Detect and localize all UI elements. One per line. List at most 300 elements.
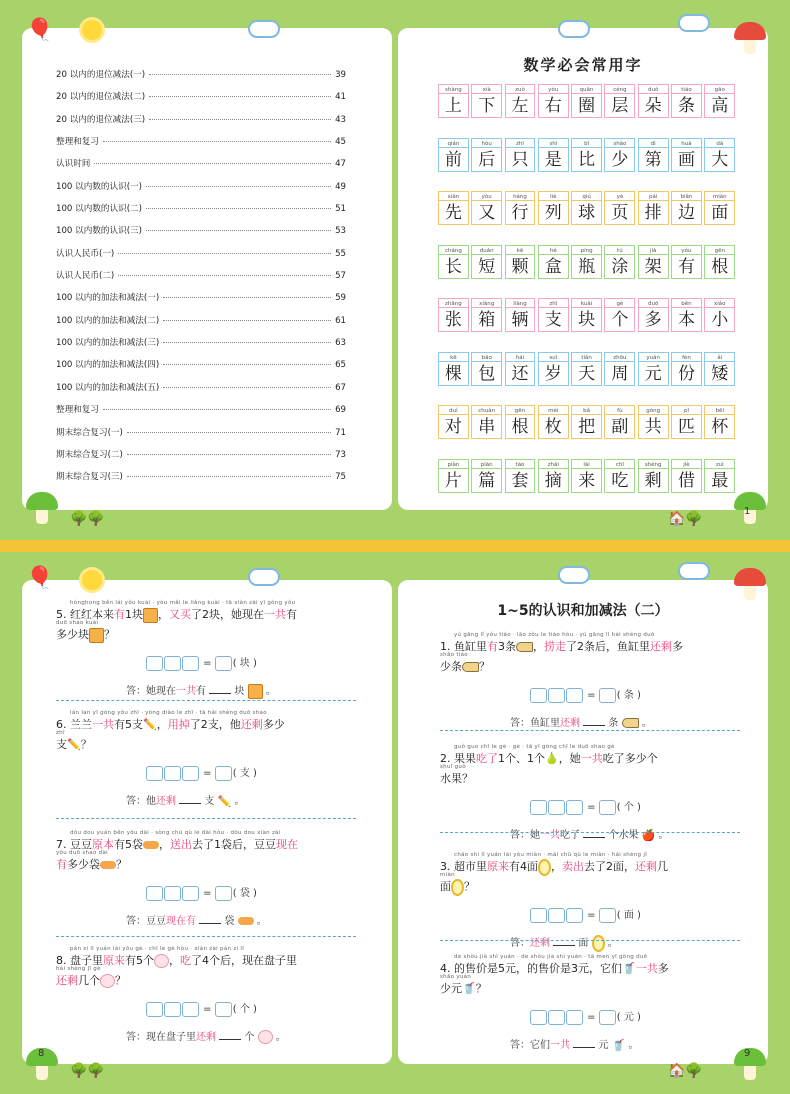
- toc-dots: [127, 476, 331, 477]
- character-cell: [438, 459, 469, 513]
- answer-blank[interactable]: [179, 793, 201, 804]
- answer-line: [126, 682, 276, 699]
- problem-number: 6.: [56, 718, 67, 731]
- character-cell: [638, 298, 669, 352]
- problem-number: 1.: [440, 640, 451, 653]
- toc-entry[interactable]: [56, 470, 346, 492]
- toc-entry[interactable]: [56, 247, 346, 269]
- toc-entry[interactable]: [56, 336, 346, 358]
- character-pinyin: hái: [505, 352, 536, 362]
- answer-box[interactable]: [599, 688, 616, 703]
- toc-entry-page: 61: [335, 315, 346, 326]
- character-pinyin: pǐ: [671, 405, 702, 415]
- character-cell: [638, 245, 669, 299]
- candy-icon: [100, 861, 116, 869]
- problem-text: 了2条后，鱼缸里: [566, 640, 650, 653]
- candy-icon: [238, 917, 254, 925]
- pinyin-line: zhī: [56, 730, 65, 736]
- character-row: [438, 459, 736, 513]
- equation-boxes: = ( 个 ): [530, 798, 641, 815]
- character-cell: [638, 352, 669, 406]
- problem-text: 去了2面，: [584, 860, 635, 873]
- character-cell: [571, 405, 602, 459]
- character-cell: [438, 298, 469, 352]
- word-problem: [440, 954, 740, 998]
- toc-entry-title: 认识人民币(二): [56, 271, 115, 282]
- keyword-text: 一共: [550, 1040, 570, 1051]
- character-cell: [671, 245, 702, 299]
- answer-blank[interactable]: [573, 1037, 595, 1048]
- character-pinyin: miàn: [704, 191, 735, 201]
- answer-box[interactable]: [530, 908, 547, 923]
- answer-line: [510, 714, 652, 729]
- character-cell: [704, 459, 735, 513]
- problem-text: 面: [440, 880, 451, 893]
- toc-dots: [163, 297, 331, 298]
- pencil-icon: ✏️: [143, 718, 157, 731]
- answer-box[interactable]: [146, 886, 163, 901]
- character-hanzi: 最: [704, 469, 735, 493]
- problem-text: 答：他: [126, 796, 156, 807]
- problem-line: [56, 946, 356, 970]
- problem-text: 。: [641, 718, 652, 729]
- mushroom-icon: [734, 568, 766, 600]
- house-icon: 🏠🌳: [668, 511, 703, 527]
- character-hanzi: 画: [671, 148, 702, 172]
- page-number: 8: [38, 1048, 45, 1059]
- answer-box[interactable]: [215, 886, 232, 901]
- problem-text: 1个: [498, 752, 516, 765]
- answer-box[interactable]: [215, 766, 232, 781]
- answer-box[interactable]: [182, 1002, 199, 1017]
- character-pinyin: duì: [438, 405, 469, 415]
- toc-dots: [149, 74, 331, 75]
- character-pinyin: xiān: [438, 191, 469, 201]
- toc-entry-page: 57: [335, 271, 346, 282]
- answer-box[interactable]: [599, 800, 616, 815]
- pinyin-line: lán lan yī gòng yǒu zhī · yòng diào le zhī · tā hái shèng duō shao: [70, 710, 267, 716]
- character-cell: [704, 84, 735, 138]
- character-hanzi: 套: [505, 469, 536, 493]
- character-cell: [604, 405, 635, 459]
- problem-number: 2.: [440, 752, 451, 765]
- answer-box[interactable]: [548, 688, 565, 703]
- character-pinyin: dà: [704, 138, 735, 148]
- pinyin-line: pán zi lǐ yuán lái yǒu gè · chī le gè hòu · xiàn zài pán zi lǐ: [70, 946, 245, 952]
- character-pinyin: zhāi: [538, 459, 569, 469]
- character-cell: [505, 298, 536, 352]
- toc-entry-page: 39: [335, 70, 346, 80]
- character-hanzi: 朵: [638, 94, 669, 118]
- problem-text: 面: [578, 938, 589, 949]
- character-hanzi: 列: [538, 201, 569, 225]
- problem-text: 答：她现在: [126, 686, 176, 697]
- answer-box[interactable]: [164, 766, 181, 781]
- character-hanzi: 匹: [671, 415, 702, 439]
- character-cell: [704, 352, 735, 406]
- answer-box[interactable]: [566, 908, 583, 923]
- toc-dots: [149, 96, 331, 97]
- character-cell: [704, 298, 735, 352]
- keyword-text: 原本: [92, 838, 114, 851]
- character-pinyin: yè: [604, 191, 635, 201]
- character-cell: [671, 138, 702, 192]
- answer-box[interactable]: [530, 800, 547, 815]
- character-hanzi: 份: [671, 362, 702, 386]
- character-pinyin: fèn: [671, 352, 702, 362]
- pencil-icon: ✏️: [217, 794, 232, 808]
- problem-text: 答：它们: [510, 1040, 550, 1051]
- keyword-text: 有: [56, 858, 67, 871]
- character-cell: [671, 459, 702, 513]
- toc-dots: [146, 208, 331, 209]
- word-problem: [56, 600, 356, 644]
- toc-dots: [163, 387, 331, 388]
- character-pinyin: liàng: [505, 298, 536, 308]
- house-icon: 🏠🌳: [668, 1063, 703, 1079]
- toc-entry[interactable]: [56, 426, 346, 448]
- answer-box[interactable]: [530, 1010, 547, 1025]
- peach-icon: [154, 954, 169, 968]
- keyword-text: 用掉: [167, 718, 190, 731]
- toc-dots: [163, 364, 331, 365]
- character-pinyin: běn: [671, 298, 702, 308]
- character-pinyin: bǐ: [571, 138, 602, 148]
- character-hanzi: 有: [671, 255, 702, 279]
- answer-box[interactable]: [548, 800, 565, 815]
- character-row: [438, 352, 736, 406]
- toc-entry-page: 73: [335, 449, 346, 460]
- answer-box[interactable]: [566, 800, 583, 815]
- character-hanzi: 球: [571, 201, 602, 225]
- problem-line: [56, 600, 356, 624]
- character-hanzi: 下: [471, 94, 502, 118]
- peach-icon: [100, 974, 115, 988]
- problem-text: 有5个: [125, 954, 154, 967]
- pinyin-line: de shòu jià shì yuán · de shòu jià shì yuán · tā men yī gòng duō: [454, 954, 648, 960]
- answer-blank[interactable]: [583, 715, 605, 726]
- character-pinyin: zhāng: [438, 298, 469, 308]
- character-pinyin: gēn: [505, 405, 536, 415]
- character-cell: [571, 138, 602, 192]
- character-hanzi: 高: [704, 94, 735, 118]
- character-pinyin: xiāng: [471, 298, 502, 308]
- character-cell: [471, 245, 502, 299]
- keyword-text: 还剩: [156, 796, 176, 807]
- toc-entry[interactable]: [56, 157, 346, 179]
- character-hanzi: 左: [505, 94, 536, 118]
- problem-text: 。: [628, 1040, 639, 1051]
- character-hanzi: 多: [638, 308, 669, 332]
- character-row: [438, 298, 736, 352]
- answer-line: [126, 792, 244, 808]
- problem-number: 5.: [56, 608, 67, 621]
- toc-entry[interactable]: [56, 314, 346, 336]
- problem-text: 有: [196, 686, 206, 697]
- answer-box[interactable]: [164, 886, 181, 901]
- toc-entry-title: 100 以内的加法和减法(四): [56, 360, 160, 371]
- pinyin-line: guǒ guo chī le gè · gè · tā yī gòng chī le duō shao gè: [454, 744, 615, 750]
- character-cell: [571, 191, 602, 245]
- character-hanzi: 元: [638, 362, 669, 386]
- character-hanzi: 涂: [604, 255, 635, 279]
- answer-box[interactable]: [548, 1010, 565, 1025]
- character-cell: [571, 245, 602, 299]
- character-hanzi: 颗: [505, 255, 536, 279]
- problem-text: 答：豆豆: [126, 916, 166, 927]
- pinyin-line: dòu dou yuán běn yǒu dài · sòng chū qù le dài hòu · dòu dou xiàn zài: [70, 830, 281, 836]
- problem-text: ？: [80, 738, 92, 751]
- character-pinyin: quān: [571, 84, 602, 94]
- unit-label: ( 元 ): [616, 1012, 641, 1023]
- characters-title: 数学必会常用字: [523, 56, 643, 74]
- toc-dots: [146, 230, 331, 231]
- toc-entry[interactable]: [56, 90, 346, 112]
- toc-entry-title: 100 以内数的认识(一): [56, 181, 142, 192]
- problem-text: 。: [275, 1032, 286, 1043]
- character-hanzi: 上: [438, 94, 469, 118]
- answer-box[interactable]: [530, 688, 547, 703]
- problem-text: 多少块: [56, 628, 89, 641]
- section-divider: [56, 936, 356, 937]
- character-cell: [638, 84, 669, 138]
- character-hanzi: 副: [604, 415, 635, 439]
- problem-text: 1块: [125, 608, 143, 621]
- answer-blank[interactable]: [219, 1029, 241, 1040]
- toc-entry[interactable]: [56, 68, 346, 90]
- problem-text: 去了1袋后，豆豆: [192, 838, 276, 851]
- character-pinyin: yòu: [471, 191, 502, 201]
- problem-number: 4.: [440, 962, 451, 975]
- character-cell: [604, 352, 635, 406]
- toc-entry-page: 47: [335, 159, 346, 170]
- pinyin-line: chāo shì lǐ yuán lái yǒu miàn · mài chū qù le miàn · hái shèng jǐ: [454, 852, 648, 858]
- problem-text: 果果: [454, 752, 476, 765]
- character-cell: [505, 405, 536, 459]
- answer-box[interactable]: [182, 766, 199, 781]
- toc-dots: [146, 186, 331, 187]
- keyword-text: 卖出: [562, 860, 584, 873]
- equation-boxes: = ( 元 ): [530, 1008, 641, 1025]
- answer-blank[interactable]: [199, 913, 221, 924]
- section-divider: [56, 818, 356, 819]
- character-cell: [505, 84, 536, 138]
- problem-text: 。: [256, 916, 267, 927]
- balloon-icon: 🎈: [26, 18, 54, 43]
- character-hanzi: 条: [671, 94, 702, 118]
- answer-box[interactable]: [566, 688, 583, 703]
- problem-text: 。: [658, 830, 669, 841]
- answer-box[interactable]: [215, 1002, 232, 1017]
- page-number: 9: [744, 1048, 751, 1059]
- toc-entry[interactable]: [56, 291, 346, 313]
- answer-box[interactable]: [566, 1010, 583, 1025]
- character-pinyin: xiǎo: [704, 298, 735, 308]
- problem-text: 吃了多少个: [602, 752, 658, 765]
- toc-entry[interactable]: [56, 180, 346, 202]
- problem-line: [440, 764, 740, 788]
- problem-text: 个水果: [608, 830, 639, 841]
- character-pinyin: fù: [604, 405, 635, 415]
- character-pinyin: jià: [638, 245, 669, 255]
- toc-entry-title: 整理和复习: [56, 405, 99, 416]
- answer-box[interactable]: [146, 1002, 163, 1017]
- answer-box[interactable]: [164, 656, 181, 671]
- biscuit-icon: [143, 608, 158, 623]
- toc-entry[interactable]: [56, 269, 346, 291]
- character-cell: [604, 138, 635, 192]
- toc-entry[interactable]: [56, 381, 346, 403]
- cup-icon: 🥤: [611, 1038, 626, 1052]
- character-hanzi: 后: [471, 148, 502, 172]
- character-pinyin: hòu: [471, 138, 502, 148]
- toc-entry-title: 100 以内的加法和减法(一): [56, 293, 160, 304]
- toc-dots: [103, 409, 331, 410]
- toc-entry-title: 100 以内的加法和减法(二): [56, 315, 160, 326]
- cloud-icon: [250, 570, 278, 584]
- character-hanzi: 比: [571, 148, 602, 172]
- table-of-contents: [56, 68, 346, 493]
- toc-entry-page: 51: [335, 204, 346, 215]
- character-hanzi: 片: [438, 469, 469, 493]
- toc-entry[interactable]: [56, 448, 346, 470]
- character-hanzi: 小: [704, 308, 735, 332]
- character-pinyin: liè: [538, 191, 569, 201]
- character-cell: [671, 191, 702, 245]
- problem-line: [440, 872, 740, 896]
- answer-box[interactable]: [599, 908, 616, 923]
- answer-blank[interactable]: [209, 683, 231, 694]
- problem-text: 少条: [440, 660, 462, 673]
- character-hanzi: 张: [438, 308, 469, 332]
- equation-boxes: = ( 条 ): [530, 686, 641, 703]
- problem-text: 支: [56, 738, 67, 751]
- problem-text: ？: [104, 628, 115, 641]
- toc-dots: [118, 253, 331, 254]
- pinyin-line: shuǐ guǒ: [440, 764, 466, 770]
- problem-text: 、1个: [516, 752, 545, 765]
- answer-box[interactable]: [146, 656, 163, 671]
- keyword-text: 还剩: [635, 860, 657, 873]
- word-problem: [440, 744, 740, 788]
- problem-line: [440, 652, 740, 676]
- problem-line: [440, 632, 740, 656]
- keyword-text: 还剩: [196, 1032, 216, 1043]
- mirror-icon: [592, 935, 605, 952]
- character-hanzi: 架: [638, 255, 669, 279]
- character-hanzi: 大: [704, 148, 735, 172]
- keyword-text: 一共: [635, 962, 658, 975]
- toc-entry[interactable]: [56, 202, 346, 224]
- toc-entry[interactable]: [56, 403, 346, 425]
- problem-line: [440, 954, 740, 978]
- keyword-text: 还剩: [56, 974, 78, 987]
- character-cell: [604, 84, 635, 138]
- problem-text: 有: [286, 608, 297, 621]
- problem-text: 兰兰: [70, 718, 92, 731]
- answer-box[interactable]: [146, 766, 163, 781]
- answer-box[interactable]: [164, 1002, 181, 1017]
- character-cell: [471, 459, 502, 513]
- toc-entry[interactable]: [56, 113, 346, 135]
- problem-text: ？: [464, 880, 475, 893]
- keyword-text: 一共: [92, 718, 114, 731]
- answer-box[interactable]: [182, 656, 199, 671]
- character-hanzi: 天: [571, 362, 602, 386]
- problem-text: ，: [169, 954, 180, 967]
- character-pinyin: qiú: [571, 191, 602, 201]
- biscuit-icon: [89, 628, 104, 643]
- character-hanzi: 少: [604, 148, 635, 172]
- character-cell: [604, 191, 635, 245]
- character-pinyin: zuǒ: [505, 84, 536, 94]
- character-grid: [438, 84, 736, 512]
- character-cell: [571, 459, 602, 513]
- answer-box[interactable]: [182, 886, 199, 901]
- character-hanzi: 支: [538, 308, 569, 332]
- character-cell: [438, 138, 469, 192]
- sun-icon: [82, 20, 102, 40]
- problem-text: ？: [475, 982, 487, 995]
- answer-box[interactable]: [215, 656, 232, 671]
- character-hanzi: 本: [671, 308, 702, 332]
- cloud-icon: [680, 564, 708, 578]
- toc-dots: [127, 454, 331, 455]
- word-problem: [440, 852, 740, 896]
- tree-icon: 🌳🌳: [70, 511, 105, 527]
- character-pinyin: duǎn: [471, 245, 502, 255]
- problem-text: 少元: [440, 982, 462, 995]
- problem-text: 了2支，他: [189, 718, 241, 731]
- problem-text: 了2块，她现在: [191, 608, 264, 621]
- character-pinyin: cháng: [438, 245, 469, 255]
- character-cell: [704, 138, 735, 192]
- problem-line: [56, 850, 356, 874]
- character-cell: [638, 459, 669, 513]
- toc-entry-title: 100 以内的加法和减法(三): [56, 338, 160, 349]
- answer-box[interactable]: [599, 1010, 616, 1025]
- answer-box[interactable]: [548, 908, 565, 923]
- problem-text: ，她: [558, 752, 581, 765]
- problem-text: ，: [158, 608, 169, 621]
- character-pinyin: zuì: [704, 459, 735, 469]
- character-pinyin: yǒu: [671, 245, 702, 255]
- toc-dots: [127, 432, 331, 433]
- character-hanzi: 辆: [505, 308, 536, 332]
- character-cell: [571, 84, 602, 138]
- keyword-text: 有: [487, 640, 498, 653]
- keyword-text: 还剩: [650, 640, 672, 653]
- pinyin-line: hónghong běn lái yǒu kuài · yòu mǎi le liǎng kuài · tā xiàn zài yī gòng yǒu: [70, 600, 296, 606]
- character-hanzi: 摘: [538, 469, 569, 493]
- character-hanzi: 右: [538, 94, 569, 118]
- problem-text: ？: [115, 974, 126, 987]
- toc-entry[interactable]: [56, 135, 346, 157]
- character-cell: [471, 138, 502, 192]
- toc-dots: [94, 163, 331, 164]
- character-pinyin: háng: [505, 191, 536, 201]
- character-hanzi: 来: [571, 469, 602, 493]
- problem-text: 。: [265, 686, 276, 697]
- character-hanzi: 短: [471, 255, 502, 279]
- character-cell: [671, 298, 702, 352]
- character-pinyin: bǎ: [571, 405, 602, 415]
- keyword-text: 吃了: [476, 752, 498, 765]
- toc-entry[interactable]: [56, 358, 346, 380]
- pinyin-line: shǎo yuán: [440, 974, 472, 980]
- toc-entry[interactable]: [56, 224, 346, 246]
- biscuit-icon: [248, 684, 263, 699]
